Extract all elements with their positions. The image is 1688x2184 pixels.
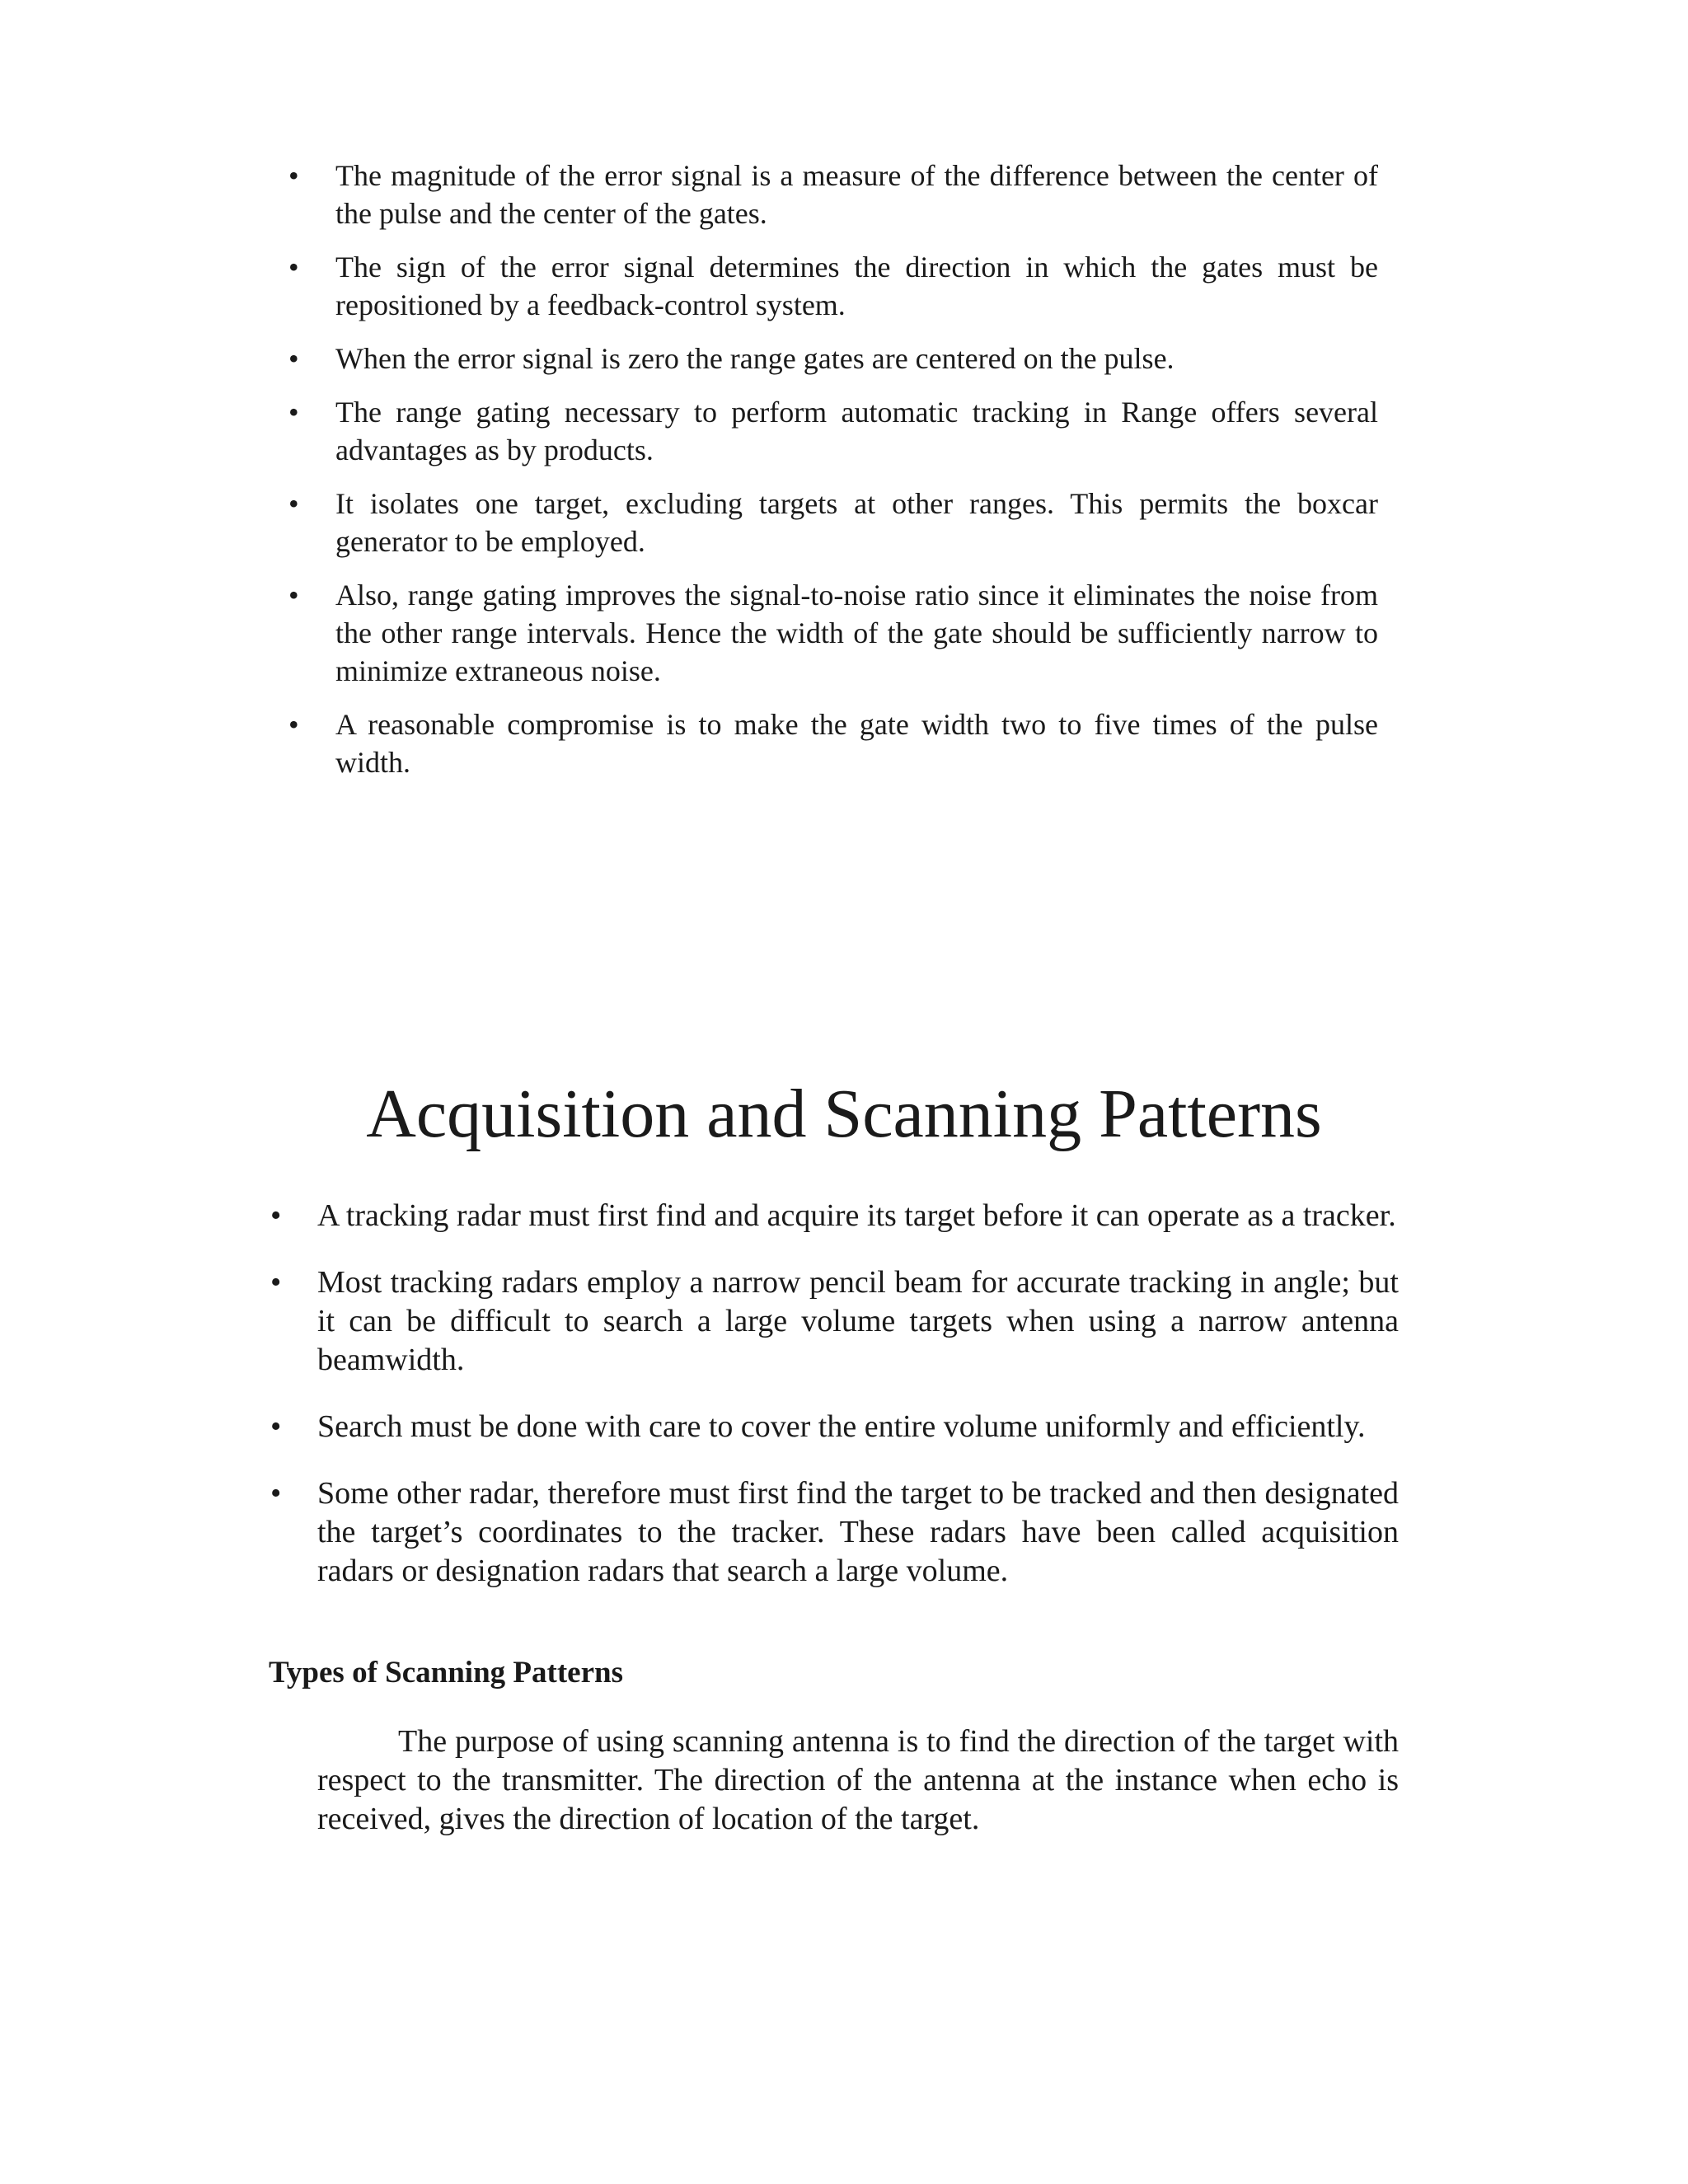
list-item-text: The sign of the error signal determines the direction in which the gates must be repositioned by a feedback-control system. [335,251,1378,321]
list-item-text: Also, range gating improves the signal-to-noise ratio since it eliminates the noise from the other range intervals. Hence the width of the gate should be sufficiently narrow to minimize extraneous noise. [335,579,1378,687]
list-item [288,576,1378,690]
bullet-icon: • [288,579,299,612]
bullet-icon: • [288,487,299,520]
list-item [270,1263,1399,1380]
list-item-text: It isolates one target, excluding targets at other ranges. This permits the boxcar generator to be employed. [335,487,1378,558]
bullet-icon: • [270,1198,282,1233]
list-item-text: A tracking radar must first find and acquire its target before it can operate as a tracker. [317,1198,1396,1233]
list-item-text: Some other radar, therefore must first find the target to be tracked and then designated the target’s coordinates to the tracker. These radars have been called acquisition radars or designation radars that search a large volume. [317,1476,1399,1588]
list-item-text: When the error signal is zero the range gates are centered on the pulse. [335,342,1175,375]
list-item [288,485,1378,560]
list-item [288,157,1378,232]
list-item [270,1408,1399,1446]
list-item [288,248,1378,324]
list-item-text: The range gating necessary to perform automatic tracking in Range offers several advantages as by products. [335,396,1378,466]
bullet-icon: • [288,396,299,429]
list-item [288,393,1378,469]
body-paragraph: The purpose of using scanning antenna is to find the direction of the target with respect to the transmitter. The direction of the antenna at the instance when echo is received, gives the direction of location of the target. [317,1724,1399,1836]
bullet-icon: • [288,159,299,192]
bullet-icon: • [288,342,299,375]
bullet-list-acquisition [270,1197,1399,1619]
list-item-text: A reasonable compromise is to make the gate width two to five times of the pulse width. [335,708,1378,779]
bullet-icon: • [270,1476,282,1511]
bullet-list-range-gating [288,157,1378,797]
list-item-text: Most tracking radars employ a narrow pencil beam for accurate tracking in angle; but it can be difficult to search a large volume targets when using a narrow antenna beamwidth. [317,1265,1399,1377]
list-item [288,705,1378,781]
bullet-icon: • [270,1409,282,1444]
list-item [288,340,1378,377]
section-title: Acquisition and Scanning Patterns [366,1076,1322,1152]
list-item [270,1474,1399,1591]
list-item-text: Search must be done with care to cover the entire volume uniformly and efficiently. [317,1409,1366,1444]
bullet-icon: • [288,708,299,741]
bullet-icon: • [270,1265,282,1300]
list-item [270,1197,1399,1235]
list-item-text: The magnitude of the error signal is a measure of the difference between the center of the pulse and the center of the gates. [335,159,1378,230]
subsection-heading: Types of Scanning Patterns [269,1656,623,1690]
bullet-icon: • [288,251,299,284]
